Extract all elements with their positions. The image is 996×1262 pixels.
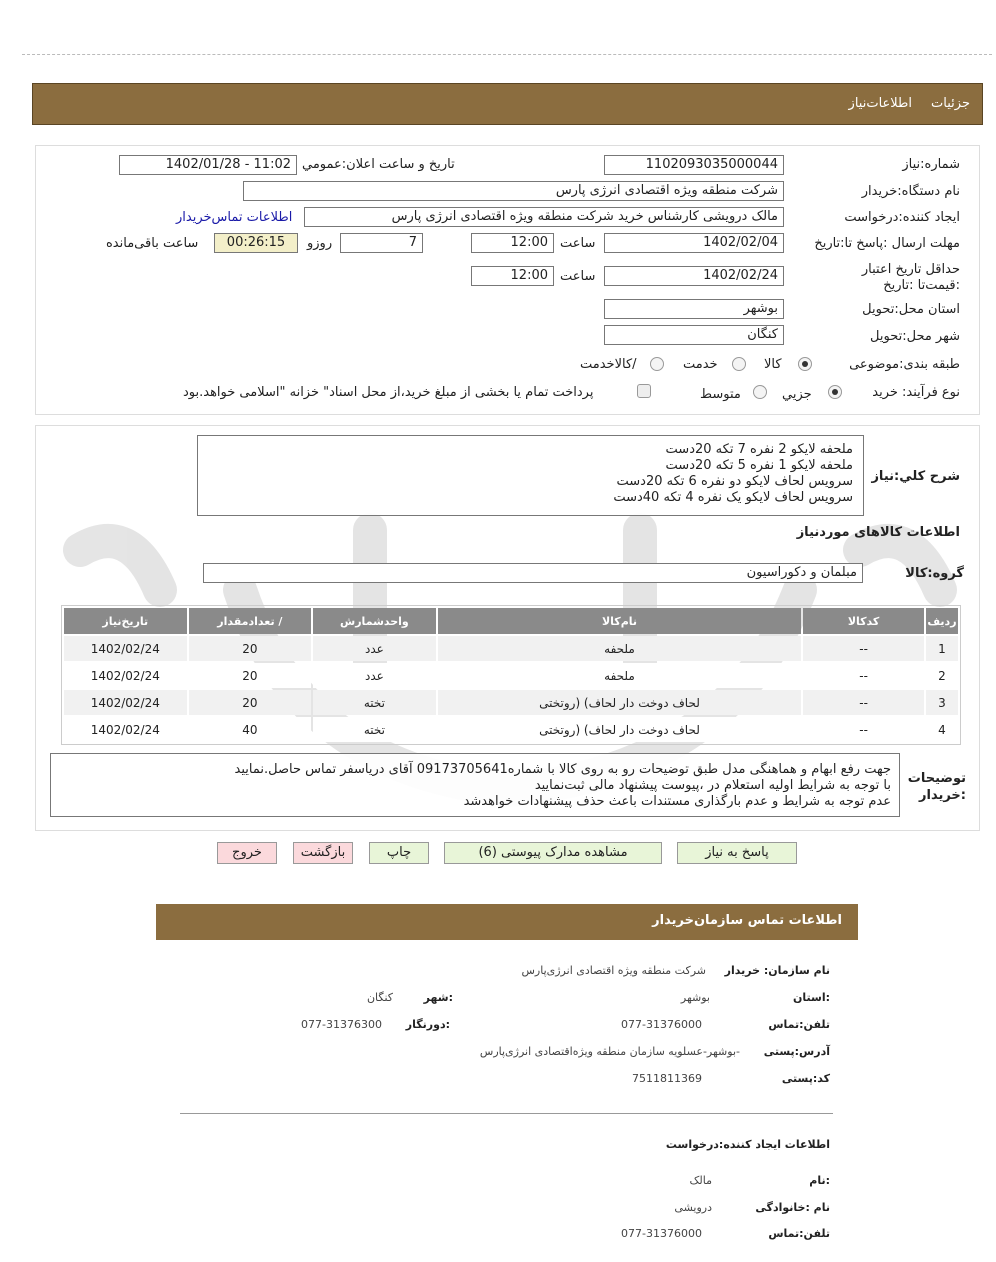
cell-unit: تخته bbox=[313, 690, 436, 715]
radio-goods[interactable] bbox=[798, 357, 812, 371]
validity-time-label: ساعت bbox=[560, 269, 596, 284]
treasury-payment-checkbox[interactable] bbox=[637, 384, 651, 398]
buyer-notes-label: توضیحات :خریدار bbox=[907, 771, 966, 803]
cell-unit: عدد bbox=[313, 636, 436, 661]
fax-value: 077-31376300 bbox=[301, 1018, 382, 1031]
postal-label: کد:پستی bbox=[781, 1072, 830, 1085]
contact-city-value: کنگان bbox=[366, 991, 393, 1004]
cell-date: 1402/02/24 bbox=[64, 636, 187, 661]
col-unit: واحدشمارش bbox=[313, 608, 436, 634]
validity-time-field: 12:00 bbox=[471, 266, 554, 286]
attachments-button[interactable]: مشاهده مدارک پیوستی (6) bbox=[444, 842, 662, 864]
top-divider bbox=[22, 54, 992, 55]
summary-line: ملحفه لایکو 1 نفره 5 تکه 20دست bbox=[665, 458, 853, 473]
cell-name: لحاف دوخت دار لحاف) (روتختی bbox=[438, 690, 802, 715]
province-label: استان محل:تحویل bbox=[862, 302, 960, 317]
items-table bbox=[62, 606, 960, 744]
goods-info-title: اطلاعات کالاهای موردنیاز bbox=[796, 525, 960, 540]
phone-value: 077-31376000 bbox=[621, 1018, 702, 1031]
days-field: 7 bbox=[340, 233, 423, 253]
requester-field: مالک درویشی کارشناس خرید شرکت منطقه ویژه اقتصادی انرژی پارس bbox=[304, 207, 784, 227]
note-line: عدم توجه به شرایط و عدم بارگذاری مستندات باعث حذف پیشنهادات خواهدشد bbox=[463, 794, 891, 809]
postal-value: 7511811369 bbox=[632, 1072, 702, 1085]
cell-row: 4 bbox=[926, 717, 958, 742]
contact-header bbox=[156, 904, 858, 940]
cell-date: 1402/02/24 bbox=[64, 663, 187, 688]
note-line: با توجه به شرایط اولیه استعلام در ،پیوست پیشنهاد مالی ثبت‌نمایید bbox=[534, 778, 891, 793]
tab-need-info[interactable]: اطلاعات‌نیاز bbox=[848, 96, 912, 111]
announce-field: 1402/01/28 - 11:02 bbox=[119, 155, 297, 175]
need-number-label: شماره:نیاز bbox=[902, 157, 960, 172]
summary-label: شرح کلي:نیاز bbox=[871, 469, 960, 484]
cell-code: -- bbox=[803, 690, 924, 715]
org-value: شرکت منطقه ویژه اقتصادی انرژی‌پارس bbox=[521, 964, 706, 977]
cell-code: -- bbox=[803, 636, 924, 661]
contact-province-label: :استان bbox=[793, 991, 830, 1004]
radio-medium[interactable] bbox=[753, 385, 767, 399]
buyer-contact-link[interactable]: اطلاعات تماس‌خریدار bbox=[176, 210, 293, 225]
cell-row: 2 bbox=[926, 663, 958, 688]
cell-code: -- bbox=[803, 663, 924, 688]
table-row bbox=[64, 690, 958, 715]
deadline-time-field: 12:00 bbox=[471, 233, 554, 253]
buyer-org-field: شرکت منطقه ویژه اقتصادی انرژی پارس bbox=[243, 181, 784, 201]
cell-date: 1402/02/24 bbox=[64, 690, 187, 715]
cell-qty: 20 bbox=[189, 663, 312, 688]
col-code: کدکالا bbox=[803, 608, 924, 634]
cell-unit: عدد bbox=[313, 663, 436, 688]
contact-province-value: بوشهر bbox=[680, 991, 710, 1004]
requester-label: ایجاد کننده:درخواست bbox=[844, 210, 960, 225]
treasury-payment-note: پرداخت تمام یا بخشی از مبلغ خرید،از محل اسناد" خزانه "اسلامی خواهد.بود bbox=[183, 385, 594, 400]
announce-label: تاریخ و ساعت اعلان:عمومي bbox=[302, 157, 455, 172]
radio-goods-label: کالا bbox=[764, 357, 782, 372]
deadline-date-field: 1402/02/04 bbox=[604, 233, 784, 253]
creator-name-value: مالک bbox=[689, 1174, 712, 1187]
note-line: جهت رفع ابهام و هماهنگی مدل طبق توضیحات رو به روی کالا با شماره09173705641 آقای دریاسفر تماس حاصل.نمایید bbox=[234, 762, 891, 777]
fax-label: :دورنگار bbox=[405, 1018, 450, 1031]
back-button[interactable]: بازگشت bbox=[293, 842, 353, 864]
contact-city-label: :شهر bbox=[423, 991, 453, 1004]
cell-qty: 40 bbox=[189, 717, 312, 742]
goods-group-field: مبلمان و دکوراسیون bbox=[203, 563, 863, 583]
city-field: کنگان bbox=[604, 325, 784, 345]
province-field: بوشهر bbox=[604, 299, 784, 319]
tab-details[interactable]: جزئیات bbox=[931, 96, 970, 111]
remaining-label: ساعت باقی‌مانده bbox=[106, 236, 199, 251]
cell-unit: تخته bbox=[313, 717, 436, 742]
cell-name: ملحفه bbox=[438, 636, 802, 661]
remaining-time-field: 00:26:15 bbox=[214, 233, 298, 253]
creator-family-value: درویشی bbox=[674, 1201, 712, 1214]
buyer-notes-box bbox=[50, 753, 900, 817]
table-row bbox=[64, 663, 958, 688]
summary-line: ملحفه لایکو 2 نفره 7 تکه 20دست bbox=[665, 442, 853, 457]
address-value: -بوشهر-عسلویه سازمان منطقه ویژه‌اقتصادی انرژی‌پارس bbox=[479, 1045, 740, 1058]
cell-code: -- bbox=[803, 717, 924, 742]
radio-service-label: خدمت bbox=[683, 357, 718, 372]
cell-qty: 20 bbox=[189, 636, 312, 661]
goods-group-label: گروه:کالا bbox=[905, 566, 964, 581]
cell-qty: 20 bbox=[189, 690, 312, 715]
city-label: شهر محل:تحویل bbox=[870, 329, 960, 344]
need-number-field: 1102093035000044 bbox=[604, 155, 784, 175]
col-date: تاریخ‌نیاز bbox=[64, 608, 187, 634]
cell-row: 1 bbox=[926, 636, 958, 661]
creator-name-label: :نام bbox=[809, 1174, 830, 1187]
summary-line: سرویس لحاف لایکو یک نفره 4 تکه 40دست bbox=[613, 490, 853, 505]
radio-partial-label: جزیي bbox=[782, 387, 812, 402]
print-button[interactable]: چاپ bbox=[369, 842, 429, 864]
validity-date-field: 1402/02/24 bbox=[604, 266, 784, 286]
cell-row: 3 bbox=[926, 690, 958, 715]
org-label: نام سازمان: خریدار bbox=[724, 964, 830, 977]
creator-phone-label: تلفن:تماس bbox=[768, 1227, 830, 1240]
cell-date: 1402/02/24 bbox=[64, 717, 187, 742]
summary-box bbox=[197, 435, 864, 516]
col-name: نام‌کالا bbox=[438, 608, 802, 634]
buyer-org-label: نام دستگاه:خریدار bbox=[861, 184, 960, 199]
days-label: روزو bbox=[307, 236, 333, 251]
phone-label: تلفن:تماس bbox=[768, 1018, 830, 1031]
validity-label: حداقل تاریخ اعتبار :قیمت‌تا :تاریخ bbox=[861, 262, 960, 293]
radio-partial[interactable] bbox=[828, 385, 842, 399]
deadline-label: مهلت ارسال :پاسخ تا:تاریخ bbox=[814, 236, 960, 251]
radio-goods-service-label: /کالاخدمت bbox=[580, 357, 637, 372]
deadline-time-label: ساعت bbox=[560, 236, 596, 251]
table-row bbox=[64, 717, 958, 742]
radio-medium-label: متوسط bbox=[700, 387, 741, 402]
cell-name: لحاف دوخت دار لحاف) (روتختی bbox=[438, 717, 802, 742]
exit-button[interactable]: خروج bbox=[217, 842, 277, 864]
page-header bbox=[32, 83, 983, 125]
radio-service[interactable] bbox=[732, 357, 746, 371]
table-row bbox=[64, 636, 958, 661]
process-label: نوع فرآیند: خرید bbox=[872, 385, 960, 400]
col-row: ردیف bbox=[926, 608, 958, 634]
cell-name: ملحفه bbox=[438, 663, 802, 688]
creator-phone-value: 077-31376000 bbox=[621, 1227, 702, 1240]
contact-title: اطلاعات تماس سازمان‌خریدار bbox=[652, 913, 842, 928]
creator-family-label: نام :خانوادگی bbox=[755, 1201, 830, 1214]
radio-goods-service[interactable] bbox=[650, 357, 664, 371]
address-label: آدرس:پستی bbox=[763, 1045, 830, 1058]
col-qty: / تعدادمقدار bbox=[189, 608, 312, 634]
creator-title: اطلاعات ایجاد کننده:درخواست bbox=[665, 1138, 830, 1151]
reply-button[interactable]: پاسخ به نیاز bbox=[677, 842, 797, 864]
contact-divider bbox=[180, 1113, 833, 1114]
summary-line: سرویس لحاف لایکو دو نفره 6 تکه 20دست bbox=[616, 474, 853, 489]
category-label: طبقه بندی:موضوعی bbox=[849, 357, 960, 372]
